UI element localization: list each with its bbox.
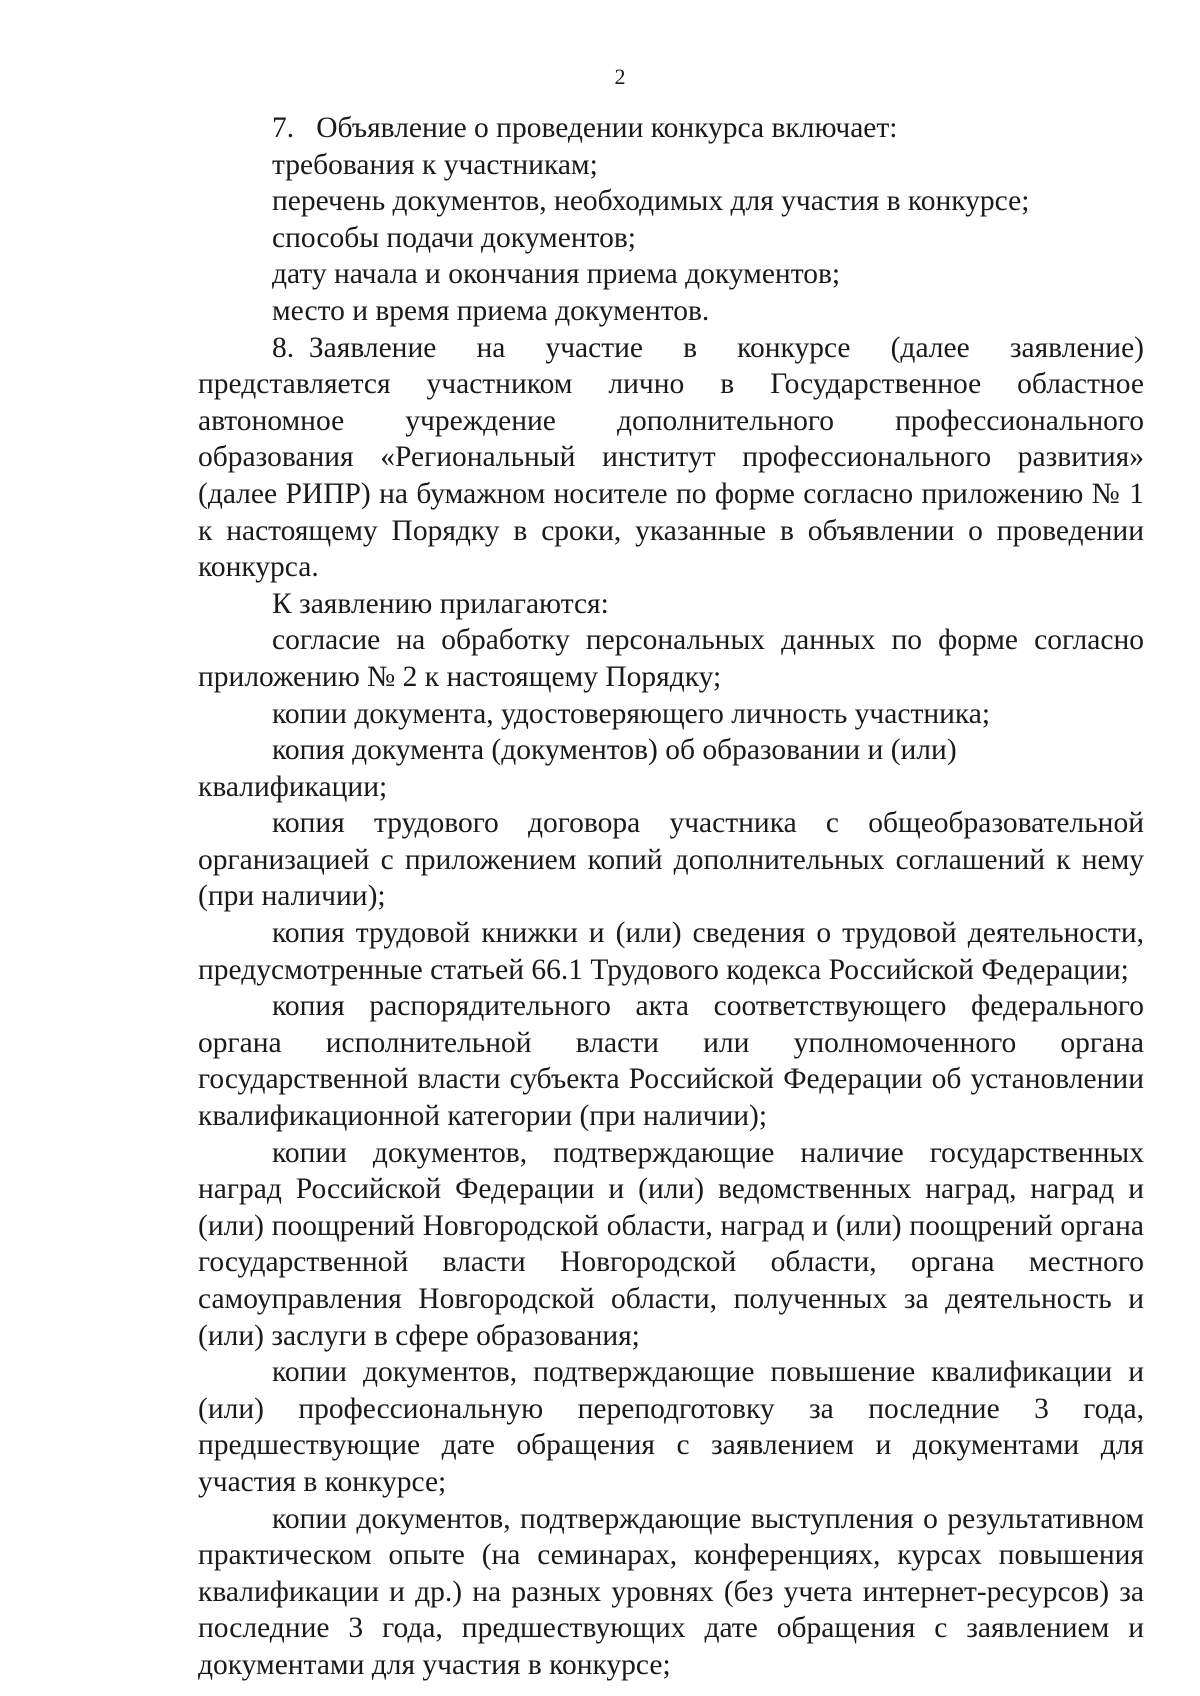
document-body xyxy=(198,110,1144,1684)
list-item-documents: перечень документов, необходимых для участия в конкурсе; xyxy=(272,185,1030,218)
attachment-work-book: копия трудовой книжки и (или) сведения о трудовой деятельности, предусмотренные статьей 66.1 Трудового кодекса Российской Федерации; xyxy=(198,917,1144,986)
attachment-training: копии документов, подтверждающие повышение квалификации и (или) профессиональную переподготовку за последние 3 года, предшествующие дате обращения с заявлением и документами для участия в конкурсе; xyxy=(198,1356,1144,1498)
paragraph-8: 8. Заявление на участие в конкурсе (далее заявление) представляется участником лично в Государственное областное автономное учреждение дополнительного профессионального образования «Региональный институт профессионального развития» (далее РИПР) на бумажном носителе по форме согласно приложению № 1 к настоящему Порядку в сроки, указанные в объявлении о проведении конкурса. xyxy=(198,331,1144,584)
attachments-heading: К заявлению прилагаются: xyxy=(272,587,609,620)
attachment-employment-contract: копия трудового договора участника с общеобразовательной организацией с приложением копий дополнительных соглашений к нему (при наличии); xyxy=(198,807,1144,913)
attachment-identity-docs: копии документа, удостоверяющего личность участника; xyxy=(272,697,991,730)
attachment-consent: согласие на обработку персональных данных по форме согласно приложению № 2 к настоящему Порядку; xyxy=(198,624,1144,693)
list-item-requirements: требования к участникам; xyxy=(272,148,598,181)
attachment-awards: копии документов, подтверждающие наличие государственных наград Российской Федерации и (или) ведомственных наград, наград и (или) поощрений Новгородской области, наград и (или) поощрений органа государственной власти Новгородской области, органа местного самоуправления Новгородской области, полученных за деятельность и (или) заслуги в сфере образования; xyxy=(198,1136,1144,1352)
list-item-submission-methods: способы подачи документов; xyxy=(272,221,636,254)
list-item-place-time: место и время приема документов. xyxy=(272,294,710,327)
paragraph-7-heading: 7. Объявление о проведении конкурса включает: xyxy=(272,112,898,144)
page-number: 2 xyxy=(614,64,626,89)
attachment-presentations: копии документов, подтверждающие выступления о результативном практическом опыте (на семинарах, конференциях, курсах повышения квалификации и др.) на разных уровнях (без учета интернет-ресурсов) за последние 3 года, предшествующих дате обращения с заявлением и документами для участия в конкурсе; xyxy=(198,1502,1144,1681)
attachment-qualification-act: копия распорядительного акта соответствующего федерального органа исполнительной власти или уполномоченного органа государственной власти субъекта Российской Федерации об установлении квалификационной категории (при наличии); xyxy=(198,990,1144,1133)
attachment-education-docs: копия документа (документов) об образовании и (или) квалификации; xyxy=(198,734,957,803)
list-item-dates: дату начала и окончания приема документов; xyxy=(272,258,841,291)
